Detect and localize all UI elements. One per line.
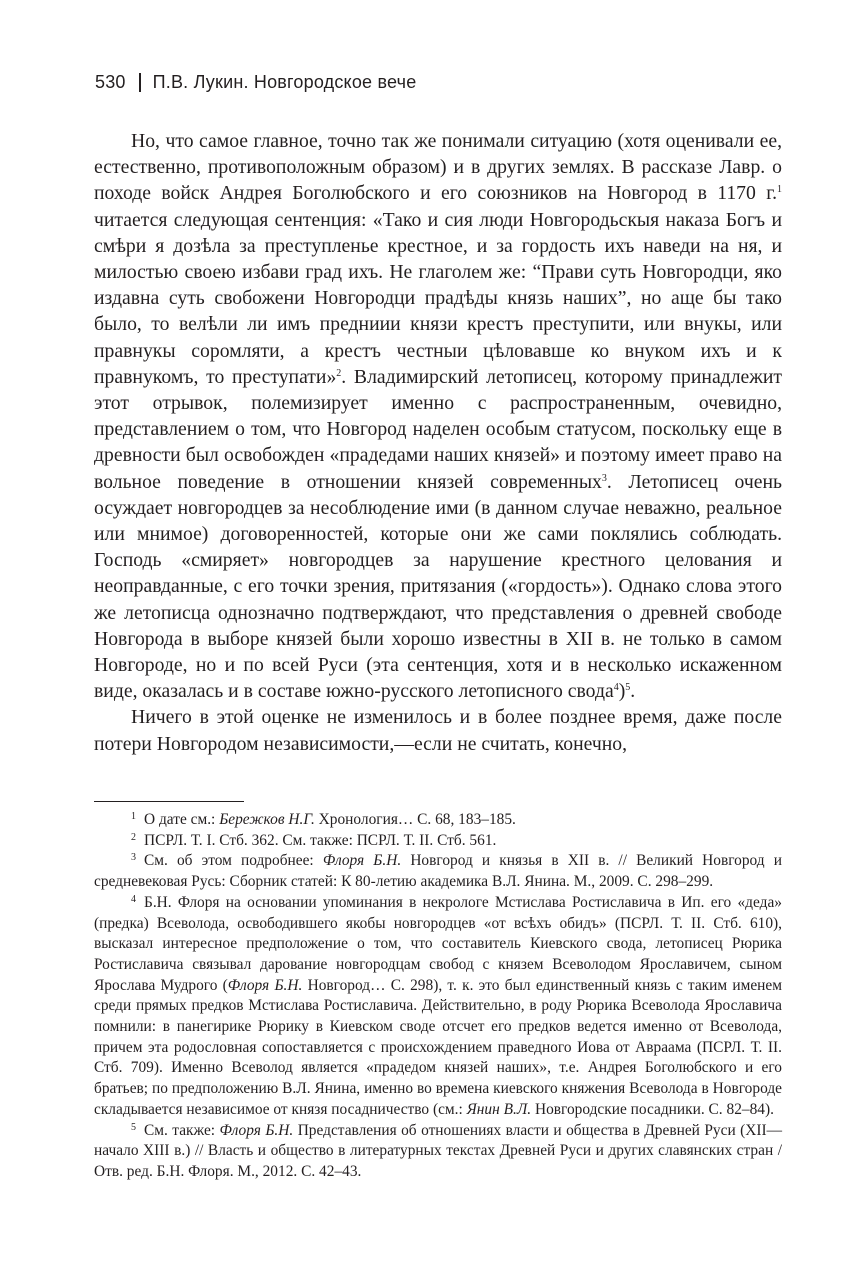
footnote-1-author: Бережков Н.Г. <box>219 811 315 828</box>
footnote-4-text-b: Новгород… С. 298), т. к. это был единственный князь с таким именем среди прямых предков Мстислава Ростиславича. Действительно, в роду Рюрика Всеволода Ярославича помнили: в панегирике Рюрику в Киевском своде отсчет его предков ведется именно от Всеволода, причем эта родословная сопоставляется с происхождением праведного Иова от Авраама (ПСРЛ. Т. II. Стб. 709). Именно Всеволод является «прадедом князей наших», т.е. Андрея Боголюбского и его братьев; по предположению В.Л. Янина, именно во времена киевского княжения Всеволода в Новгороде складывается независимое от князя посадничество (см.: <box>94 976 782 1118</box>
footnote-1 <box>94 810 782 831</box>
main-text <box>94 128 782 757</box>
footnote-5-author: Флоря Б.Н. <box>219 1121 294 1139</box>
p1-text-f: . <box>630 680 636 703</box>
footnote-ref-5[interactable]: 5 <box>625 682 631 694</box>
footnote-4-author-2: Янин В.Л. <box>466 1100 532 1118</box>
footnote-1-text-a: О дате см.: <box>144 811 220 828</box>
footnote-5-number: 5 <box>131 1121 136 1133</box>
footnote-2 <box>94 831 782 852</box>
footnote-ref-4[interactable]: 4 <box>613 682 619 694</box>
footnote-4-text-c: Новгородские посадники. С. 82–84). <box>531 1100 774 1118</box>
footnote-4-text-a: Б.Н. Флоря на основании упоминания в некрологе Мстислава Ростиславича в Ип. его «деда» (предка) Всеволода, освободившего якобы новгородцев «от всѣхъ обидъ» (ПСРЛ. Т. II. Стб. 610), высказал интересное предположение о том, что составитель Киевского свода, летописец Рюрика Ростиславича связывал дарование новгородцам свобод с князем Всеволодом Ярославичем, сыном Ярослава Мудрого ( <box>94 893 782 994</box>
running-header <box>95 72 416 93</box>
footnote-3-number: 3 <box>131 852 136 864</box>
p1-text-b: читается следующая сентенция: «Тако и сия люди Новгородьскыя наказа Богъ и смѣри я дозѣла за преступленье крестное, и за гордость ихъ наведи на ня, и милостью своею избави град ихъ. Не глаголем же: “Прави суть Новгородци, яко издавна суть свобожени Новгородци прадѣды князь наших”, но аще бы тако было, то велѣли ли имъ предниии князи крестъ преступити, или внукы, или правнукы соромляти, а крестъ честныи цѣловавше ко внуком ихъ и к правнукомъ, то преступати» <box>94 208 782 388</box>
footnote-ref-3[interactable]: 3 <box>601 472 607 484</box>
page-number: 530 <box>95 72 126 92</box>
footnote-5 <box>94 1121 782 1183</box>
p1-text-c: . Владимирский летописец, которому принадлежит этот отрывок, полемизирует именно с распространенным, очевидно, представлением о том, что Новгород наделен особым статусом, поскольку еще в древности был освобожден «прадедами наших князей» и поэтому имеет право на вольное поведение в отношении князей современных <box>94 365 783 493</box>
footnote-2-text: ПСРЛ. Т. I. Стб. 362. См. также: ПСРЛ. Т. II. Стб. 561. <box>144 831 497 849</box>
footnotes <box>94 810 782 1183</box>
footnote-3-author: Флоря Б.Н. <box>322 852 402 870</box>
footnote-separator <box>94 801 244 802</box>
footnote-3-text-b: Новгород и князья в XII в. // Великий Новгород и средневековая Русь: Сборник статей: К 80-летию академика В.Л. Янина. М., 2009. С. 298–299. <box>94 852 782 891</box>
footnote-2-number: 2 <box>131 831 136 843</box>
footnote-ref-2[interactable]: 2 <box>336 367 342 379</box>
footnote-3 <box>94 851 782 892</box>
footnote-4-author-1: Флоря Б.Н. <box>227 976 303 994</box>
header-divider <box>139 73 141 92</box>
footnote-3-text-a: См. об этом подробнее: <box>144 852 323 870</box>
footnote-1-text-b: Хронология… С. 68, 183–185. <box>314 811 516 828</box>
footnote-1-number: 1 <box>131 811 136 822</box>
footnote-ref-1[interactable]: 1 <box>777 184 782 196</box>
paragraph-2: Ничего в этой оценке не изменилось и в более позднее время, даже после потери Новгородом независимости,—если не считать, конечно, <box>94 706 782 755</box>
running-title: П.В. Лукин. Новгородское вече <box>152 72 417 92</box>
footnote-5-text-a: См. также: <box>144 1121 220 1139</box>
p1-text-a: Но, что самое главное, точно так же понимали ситуацию (хотя оценивали ее, естественно, противоположным образом) и в других землях. В рассказе Лавр. о походе войск Андрея Боголюбского и его союзников на Новгород в 1170 г. <box>94 130 782 205</box>
footnote-5-text-b: Представления об отношениях власти и общества в Древней Руси (XII—начало XIII в.) // Власть и общество в литературных текстах Древней Руси и других славянских стран / Отв. ред. Б.Н. Флоря. М., 2012. С. 42–43. <box>94 1121 783 1180</box>
p1-text-e: ) <box>618 680 626 703</box>
paragraph-1 <box>94 128 782 704</box>
p1-text-d: . Летописец очень осуждает новгородцев за несоблюдение ими (в данном случае неважно, реальное или мнимое) договоренностей, которые они же сами поклялись соблюдать. Господь «смиряет» новгородцев за нарушение крестного целования и неоправданные, с его точки зрения, притязания («гордость»). Однако слова этого же летописца однозначно подтверждают, что представления о древней свободе Новгорода в выборе князей были хорошо известны в XII в. не только в самом Новгороде, но и по всей Руси (эта сентенция, хотя и в несколько искаженном виде, оказалась и в составе южно-русского летописного свода <box>94 470 782 703</box>
footnote-4 <box>94 893 782 1121</box>
footnote-4-number: 4 <box>131 893 136 905</box>
